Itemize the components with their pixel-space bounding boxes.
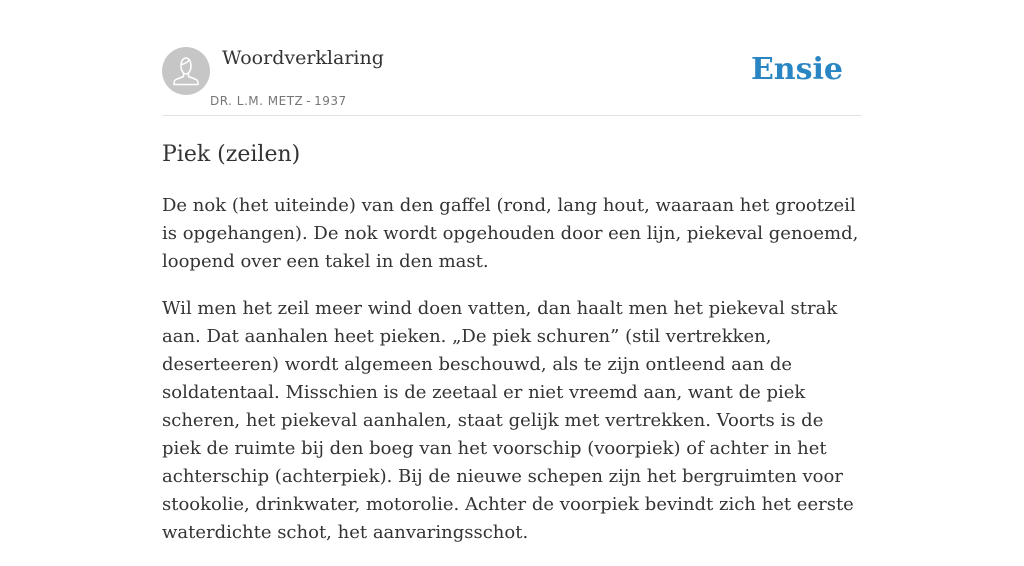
article-title: Piek (zeilen) — [162, 142, 301, 167]
header — [162, 0, 862, 116]
avatar[interactable] — [162, 47, 210, 95]
source-meta — [210, 93, 347, 109]
meta-separator: - — [306, 94, 312, 108]
article-paragraph: Wil men het zeil meer wind doen vatten, dan haalt men het piekeval strak aan. Dat aanhalen heet pieken. „De piek schuren” (stil vertrekken, deserteeren) wordt algemeen beschouwd, als te zijn ontleend aan de soldatentaal. Misschien is de zeetaal er niet vreemd aan, want de piek scheren, het piekeval aanhalen, staat gelijk met vertrekken. Voorts is de piek de ruimte bij den boeg van het voorschip (voorpiek) of achter in het achterschip (achterpiek). Bij de nieuwe schepen zijn het bergruimten voor stookolie, drinkwater, motorolie. Achter de voorpiek bevindt zich het eerste waterdichte schot, het aanvaringsschot. — [162, 298, 854, 543]
author-name[interactable]: DR. L.M. METZ — [210, 94, 304, 108]
publication-year: 1937 — [314, 94, 347, 108]
content-column — [162, 0, 862, 566]
article-body — [162, 192, 862, 547]
user-icon — [162, 47, 210, 95]
source-title[interactable]: Woordverklaring — [222, 47, 384, 69]
brand-logo[interactable]: Ensie — [750, 52, 843, 87]
article-paragraph: De nok (het uiteinde) van den gaffel (rond, lang hout, waaraan het grootzeil is opgehangen). De nok wordt opgehouden door een lijn, piekeval genoemd, loopend over een takel in den mast. — [162, 195, 859, 272]
